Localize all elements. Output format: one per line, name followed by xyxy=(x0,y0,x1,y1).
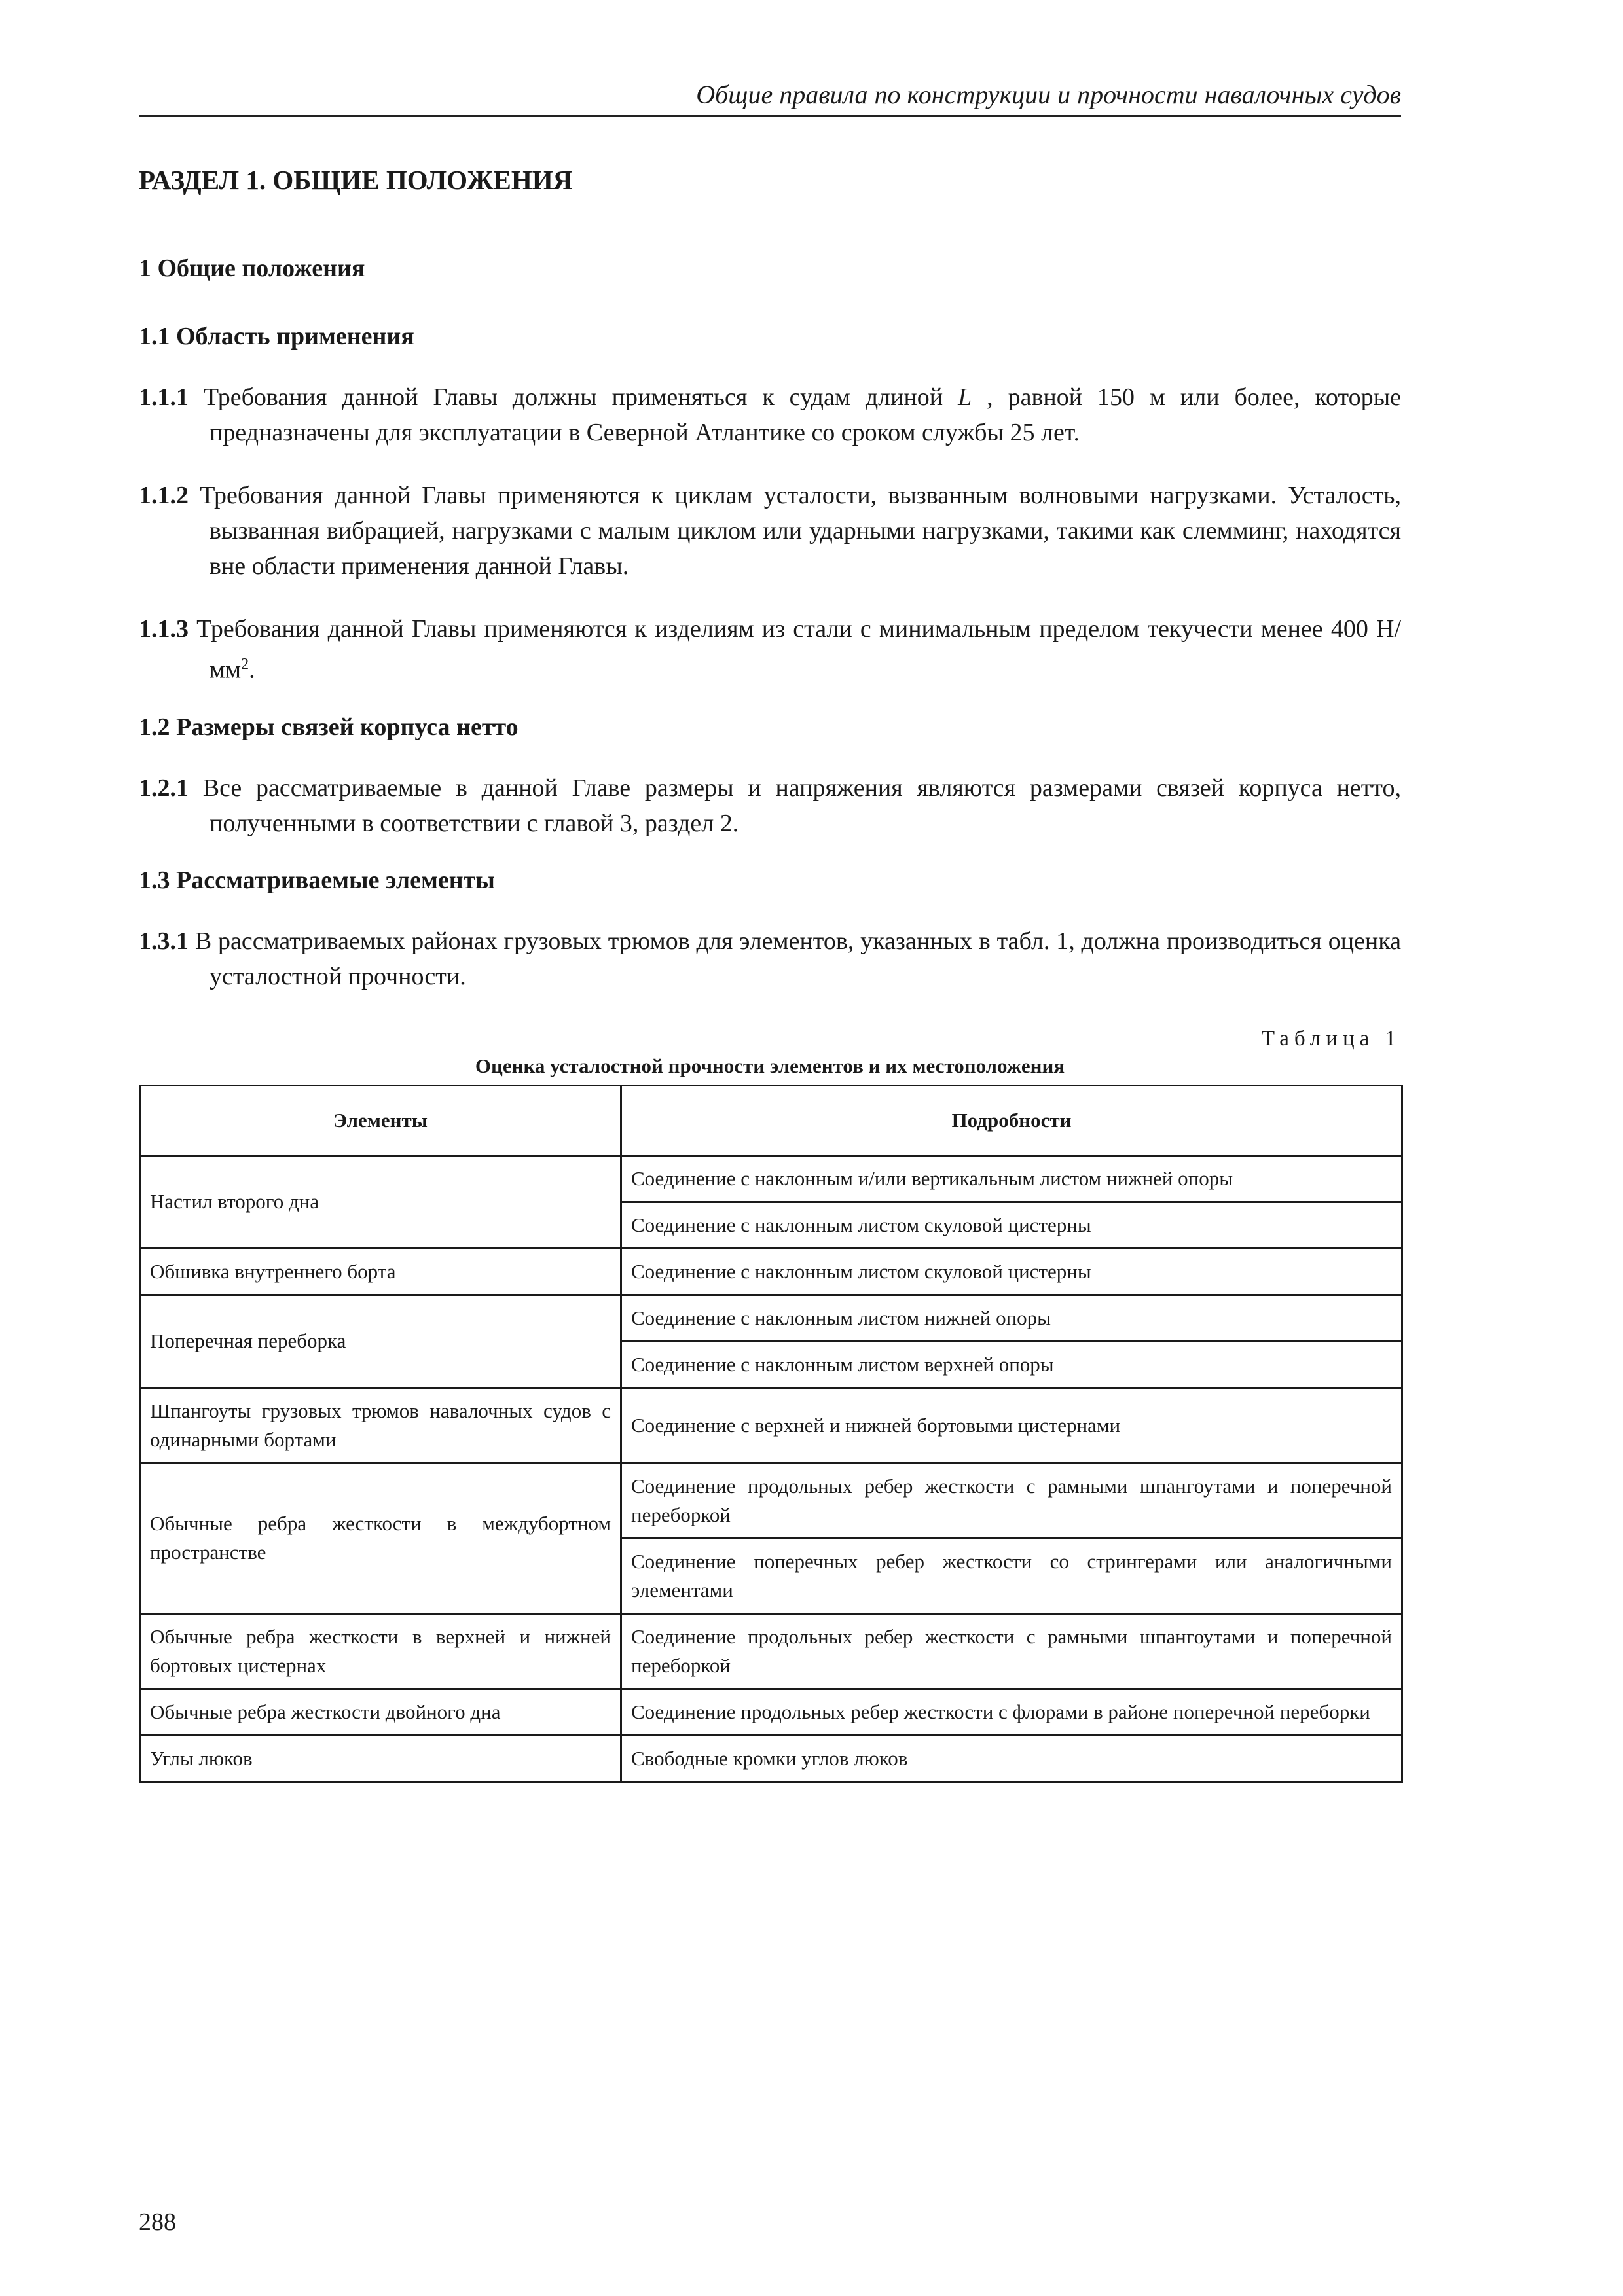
page-content xyxy=(139,157,1401,1783)
section-title: РАЗДЕЛ 1. ОБЩИЕ ПОЛОЖЕНИЯ xyxy=(139,165,573,195)
element-cell: Углы люков xyxy=(140,1735,621,1782)
element-cell: Обшивка внутреннего борта xyxy=(140,1248,621,1295)
paragraph-end: . xyxy=(249,656,255,684)
chapter-title: 1 Общие положения xyxy=(139,255,365,282)
paragraph-1-1-3 xyxy=(139,611,1401,688)
detail-cell: Свободные кромки углов люков xyxy=(621,1735,1402,1782)
element-cell: Поперечная переборка xyxy=(140,1295,621,1388)
table-label: Таблица 1 xyxy=(1261,1026,1401,1050)
subsection-title-elements: 1.3 Рассматриваемые элементы xyxy=(139,866,495,894)
column-header-elements: Элементы xyxy=(140,1085,621,1155)
paragraph-number: 1.3.1 xyxy=(139,927,189,955)
detail-cell: Соединение продольных ребер жесткости с рамными шпангоутами и поперечной переборкой xyxy=(621,1613,1402,1689)
detail-cell: Соединение с наклонным листом верхней опоры xyxy=(621,1341,1402,1388)
table-row xyxy=(140,1689,1402,1735)
subsection-title-scope: 1.1 Область применения xyxy=(139,323,414,350)
detail-cell: Соединение продольных ребер жесткости с флорами в районе поперечной переборки xyxy=(621,1689,1402,1735)
header-rule xyxy=(139,115,1401,117)
paragraph-1-2-1 xyxy=(139,770,1401,841)
table-body xyxy=(140,1155,1402,1782)
paragraph-number: 1.2.1 xyxy=(139,774,189,802)
element-cell: Обычные ребра жесткости в междубортном пространстве xyxy=(140,1463,621,1613)
detail-cell: Соединение с наклонным листом скуловой цистерны xyxy=(621,1202,1402,1248)
table-row xyxy=(140,1735,1402,1782)
table-row xyxy=(140,1155,1402,1202)
table-row xyxy=(140,1463,1402,1538)
subsection-title-net-scantlings: 1.2 Размеры связей корпуса нетто xyxy=(139,713,519,741)
running-header: Общие правила по конструкции и прочности навалочных судов xyxy=(696,80,1401,109)
paragraph-1-3-1 xyxy=(139,924,1401,994)
paragraph-1-1-2 xyxy=(139,478,1401,584)
detail-cell: Соединение поперечных ребер жесткости со стрингерами или аналогичными элементами xyxy=(621,1538,1402,1613)
table-header-row xyxy=(140,1085,1402,1155)
page-number: 288 xyxy=(139,2208,176,2236)
element-cell: Настил второго дна xyxy=(140,1155,621,1248)
table-row xyxy=(140,1295,1402,1341)
detail-cell: Соединение с наклонным листом нижней опоры xyxy=(621,1295,1402,1341)
table-row xyxy=(140,1248,1402,1295)
paragraph-text-continued: , равной 150 м или более, которые предназначены для эксплуатации в Северной Атлантике со сроком службы 25 лет. xyxy=(210,384,1401,446)
paragraph-1-1-1 xyxy=(139,380,1401,450)
paragraph-number: 1.1.3 xyxy=(139,615,189,643)
element-cell: Шпангоуты грузовых трюмов навалочных судов с одинарными бортами xyxy=(140,1388,621,1463)
paragraph-text: В рассматриваемых районах грузовых трюмов для элементов, указанных в табл. 1, должна производиться оценка усталостной прочности. xyxy=(189,927,1401,990)
element-cell: Обычные ребра жесткости в верхней и нижней бортовых цистернах xyxy=(140,1613,621,1689)
paragraph-number: 1.1.1 xyxy=(139,384,189,411)
detail-cell: Соединение с верхней и нижней бортовыми цистернами xyxy=(621,1388,1402,1463)
paragraph-number: 1.1.2 xyxy=(139,482,189,509)
paragraph-text: Все рассматриваемые в данной Главе размеры и напряжения являются размерами связей корпуса нетто, полученными в соответствии с главой 3, раздел 2. xyxy=(189,774,1401,837)
table-row xyxy=(140,1613,1402,1689)
detail-cell: Соединение продольных ребер жесткости с рамными шпангоутами и поперечной переборкой xyxy=(621,1463,1402,1538)
superscript: 2 xyxy=(241,656,249,673)
column-header-details: Подробности xyxy=(621,1085,1402,1155)
variable-l: L xyxy=(958,384,972,411)
table-caption: Оценка усталостной прочности элементов и их местоположения xyxy=(475,1054,1065,1077)
detail-cell: Соединение с наклонным листом скуловой цистерны xyxy=(621,1248,1402,1295)
paragraph-text: Требования данной Главы должны применяться к судам длиной xyxy=(189,384,958,411)
paragraph-text: Требования данной Главы применяются к изделиям из стали с минимальным пределом текучести менее 400 Н/мм xyxy=(189,615,1401,684)
fatigue-table xyxy=(139,1085,1403,1783)
element-cell: Обычные ребра жесткости двойного дна xyxy=(140,1689,621,1735)
table-row xyxy=(140,1388,1402,1463)
paragraph-text: Требования данной Главы применяются к циклам усталости, вызванным волновыми нагрузками. Усталость, вызванная вибрацией, нагрузками с малым циклом или ударными нагрузками, такими как слемминг, находятся вне области применения данной Главы. xyxy=(189,482,1401,580)
detail-cell: Соединение с наклонным и/или вертикальным листом нижней опоры xyxy=(621,1155,1402,1202)
